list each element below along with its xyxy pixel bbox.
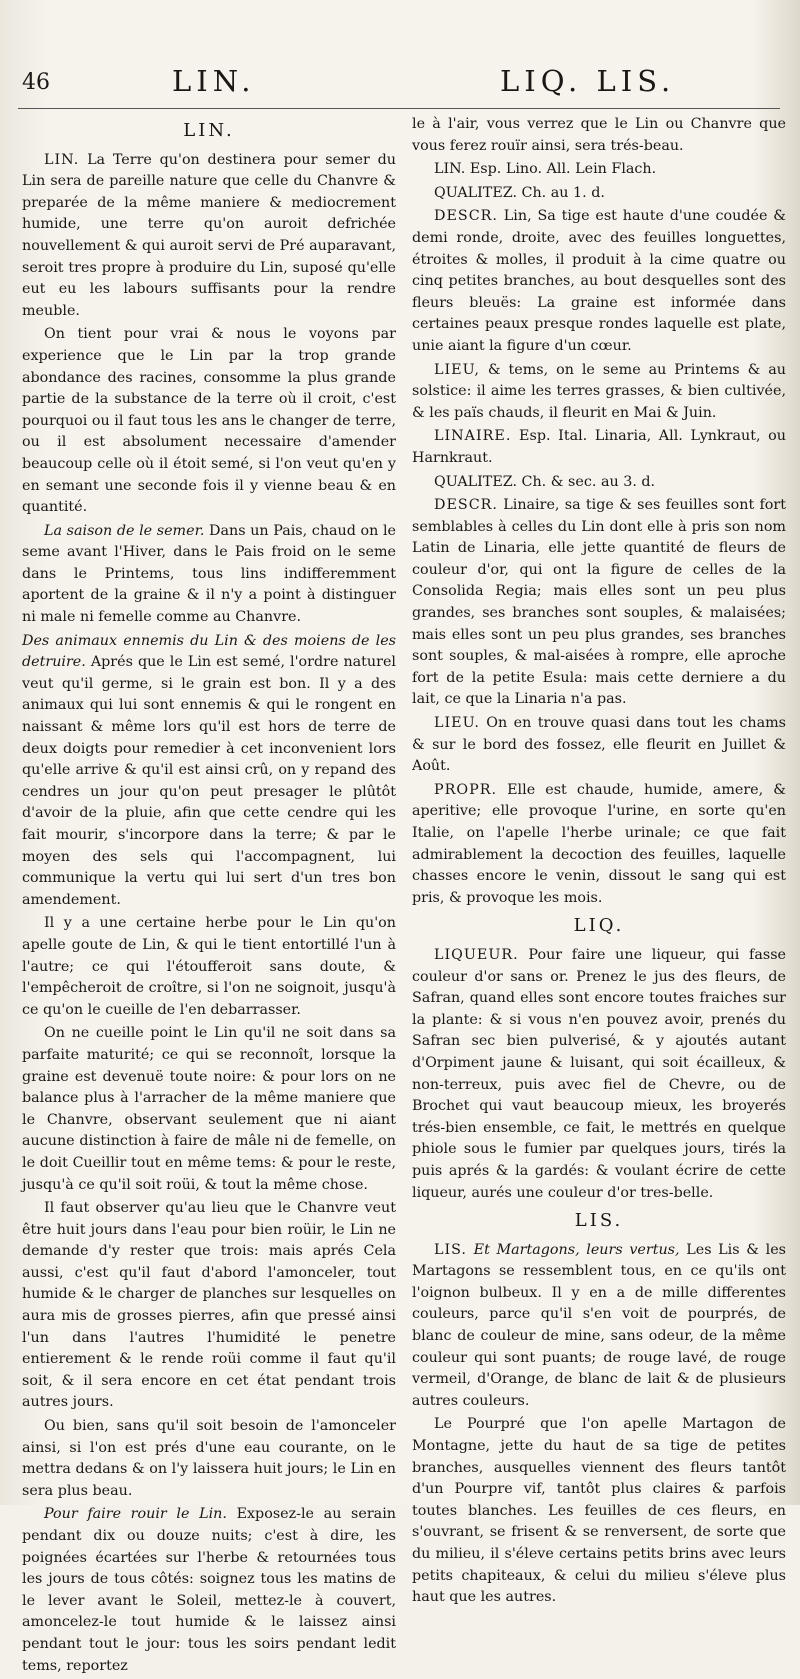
paragraph: On tient pour vrai & nous le voyons par experience que le Lin par la trop grande abondance des racines, consomme la plus grande partie de la substance de la terre où il croit, c'est pourquoi ou il faut tous les ans le changer de terre, ou il est absolument necessaire d'amender beaucoup celle où il étoit semé, si l'on veut qu'en y en semant une seconde fois il y vienne beau & en quantité. xyxy=(22,326,396,516)
left-column xyxy=(22,114,396,1679)
section-title-lin: LIN. xyxy=(183,120,235,141)
paragraph: LIQUEUR. Pour faire une liqueur, qui fasse couleur d'or sans or. Prenez le jus des fleurs, de Safran, quand elles sont encore toutes fraiches sur la plante: & si vous n'en pouvez avoir, prenés du Safran sec bien pulverisé, & y ajoutés autant d'Orpiment jaune & luisant, qui soit écailleux, & non-terreux, puis avec fiel de Chevre, ou de Brochet qui vaut beaucoup mieux, les broyerés trés-bien ensemble, ce fait, le mettrés en quelque phiole sous le fumier par quelques jours, tirés la puis aprés & la gardés: & voulant écrire de cette liqueur, aurés une couleur d'or tres-belle. xyxy=(412,946,786,1201)
entry-line: QUALITEZ. Ch. & sec. au 3. d. xyxy=(434,473,656,490)
paragraph: Le Pourpré que l'on apelle Martagon de Montagne, jette du haut de sa tige de petites branches, ausquelles viennent des fleurs tantôt d'un Pourpre vif, tantôt plus claires & parfois toutes blanches. Les feuilles de ces fleurs, en s'ouvrant, se frisent & se renversent, de sorte que du milieu, il s'éleve certains petits brins avec leurs petits chapiteaux, & celui du milieu s'éleve plus haut que les autres. xyxy=(412,1416,786,1606)
entry-keyword: LIEU, xyxy=(434,361,480,378)
paragraph: DESCR. Lin, Sa tige est haute d'une coudée & demi ronde, droite, avec des feuilles longuettes, étroites & molles, il produit à la cime quatre ou cinq petites branches, au bout desquelles sont des fleurs bleuës: La graine est informée dans certaines peaux presque rondes laquelle est plate, unie aiant la figure d'un cœur. xyxy=(412,208,786,354)
paragraph: LIEU. On en trouve quasi dans tout les chams & sur le bord des fossez, elle fleurit en Juillet & Août. xyxy=(412,715,787,775)
subheading: La saison de le semer. xyxy=(44,522,205,539)
running-head-right: LIQ. LIS. xyxy=(500,64,676,98)
entry-keyword: LIQUEUR. xyxy=(434,946,519,963)
subheading: Et Martagons, leurs vertus, xyxy=(473,1241,680,1258)
header-rule xyxy=(18,108,780,109)
page-number: 46 xyxy=(22,70,50,95)
entry-keyword: DESCR. xyxy=(434,497,498,514)
subheading: Des animaux ennemis du Lin & des moiens de les detruire. xyxy=(22,632,396,671)
entry-keyword: LIS. xyxy=(434,1241,467,1258)
entry-keyword: LINAIRE. xyxy=(434,428,512,445)
right-column xyxy=(412,114,786,1611)
entry-keyword: LIEU. xyxy=(434,715,480,732)
paragraph: Pour faire rouir le Lin. Exposez-le au serain pendant dix ou douze nuits; c'est à dire, les poignées écartées sur l'herbe & retournées tous les jours de tous côtés: soignez tous les matins de le lever avant le Soleil, mettez-le à couvert, amoncelez-le tout humide & le laissez ainsi pendant tout le jour: tous les soirs pendant ledit tems, reportez xyxy=(22,1506,396,1674)
paragraph: DESCR. Linaire, sa tige & ses feuilles sont fort semblables à celles du Lin dont elle à pris son nom Latin de Linaria, elle jette quantité de fleurs de couleur d'or, qui ont la figure de celles de la Consolida Regia; mais elles sont un peu plus grandes, ses branches sont souples, & malaisées; mais elles sont un peu plus grandes, ses branches sont souples, & mal-aisées à rompre, elle aproche fort de la petite Esula: mais cette derniere a du lait, ce que la Linaria n'a pas. xyxy=(412,497,786,708)
section-title-liq: LIQ. xyxy=(573,915,625,937)
paragraph: le à l'air, vous verrez que le Lin ou Chanvre que vous ferez rouïr ainsi, sera trés-beau. xyxy=(412,116,786,154)
paragraph: Il y a une certaine herbe pour le Lin qu'on apelle goute de Lin, & qui le tient entortillé l'un à l'autre; ce qui l'étoufferoit sans doute, & l'empêcheroit de croître, si l'on ne soignoit, jusqu'à ce qu'on le cueille de l'en debarrasser. xyxy=(22,915,396,1018)
entry-line: LIN. Esp. Lino. All. Lein Flach. xyxy=(434,161,657,178)
paragraph: Il faut observer qu'au lieu que le Chanvre veut être huit jours dans l'eau pour bien roüir, le Lin ne demande d'y rester que trois: mais aprés Cela aussi, c'est qu'il faut d'abord l'amonceler, tout humide & le charger de planches sur lesquelles on aura mis de grosses pierres, afin que pressé ainsi l'un dans l'autres l'humidité le penetre entierement & le rende roüi comme il faut qu'il soit, & il sera encore en cet état pendant trois autres jours. xyxy=(22,1200,396,1411)
paragraph: LIN. La Terre qu'on destinera pour semer du Lin sera de pareille nature que celle du Chanvre & preparée de la même maniere & mediocrement humide, une terre qu'on auroit defrichée nouvellement & qui auroit servi de Pré auparavant, seroit tres propre à produire du Lin, suposé qu'elle eut eu les labours suffisants pour la rendre meuble. xyxy=(22,151,396,319)
entry-keyword: DESCR. xyxy=(434,208,498,225)
entry-keyword: LIN. xyxy=(44,151,80,168)
paragraph: PROPR. Elle est chaude, humide, amere, & aperitive; elle provoque l'urine, en sorte qu'en Italie, on l'apelle l'herbe urinale; ce que fait admirablement la decoction des feuilles, laquelle chasses encore le venin, dissout le sang qui est pris, & provoque les mois. xyxy=(412,781,786,906)
section-title-lis: LIS. xyxy=(574,1210,624,1232)
paragraph: La saison de le semer. Dans un Pais, chaud on le seme avant l'Hiver, dans le Pais froid on le seme dans le Printems, tous lins indifferemment aportent de la graine & il n'y a point à distinguer ni male ni femelle comme au Chanvre. xyxy=(22,522,397,626)
running-head-left: LIN. xyxy=(172,64,256,98)
paragraph: LIS. Et Martagons, leurs vertus, Les Lis & les Martagons se ressemblent tous, en ce qu'ils ont l'oignon bulbeux. Il y en a de mille differentes couleurs, parce qu'il s'en voit de pourprés, de blanc de couleur de mine, sans odeur, de la même couleur qui sont puants; de rouge lavé, de rouge vermeil, d'Orange, de blanc de lait & de plusieurs autres couleurs. xyxy=(412,1241,787,1409)
subheading: Pour faire rouir le Lin. xyxy=(44,1506,227,1523)
page-header xyxy=(0,62,800,106)
paragraph: LINAIRE. Esp. Ital. Linaria, All. Lynkraut, ou Harnkraut. xyxy=(412,428,786,466)
paragraph: LIEU, & tems, on le seme au Printems & au solstice: il aime les terres grasses, & bien cultivée, & les païs chauds, il fleurit en Mai & Juin. xyxy=(412,361,786,421)
entry-line: QUALITEZ. Ch. au 1. d. xyxy=(434,184,605,201)
paragraph: Des animaux ennemis du Lin & des moiens de les detruire. Aprés que le Lin est semé, l'ordre naturel veut qu'il germe, si le grain est bon. Il y a des animaux qui lui sont ennemis & qui le rongent en naissant & même lors qu'il est hors de terre de deux doigts pour remedier à cet inconvenient lors qu'elle arrive & qu'il est ainsi crû, on y repand des cendres un jour qu'on peut presager le plûtôt d'avoir de la pluie, afin que cette cendre qui les fait mourir, s'incorpore dans la terre; & par le moyen des sels qui l'accompagnent, lui communique la vertu qui lui sert d'un tres bon amendement. xyxy=(22,632,396,908)
entry-keyword: PROPR. xyxy=(434,781,498,798)
paragraph: On ne cueille point le Lin qu'il ne soit dans sa parfaite maturité; ce qui se reconnoît, lorsque la graine est devenuë toute noire: & pour lors on ne balance plus à l'arracher de la même maniere que le Chanvre, observant seulement que ni aiant aucune distinction à faire de mâle ni de femelle, on le doit Cueillir tout en même tems: & pour le reste, jusqu'à ce qu'il soit roüi, & tout la même chose. xyxy=(22,1025,396,1193)
paragraph: Ou bien, sans qu'il soit besoin de l'amonceler ainsi, si l'on est prés d'une eau courante, on le mettra dedans & on l'y laissera huit jours; le Lin en sera plus beau. xyxy=(22,1418,396,1499)
